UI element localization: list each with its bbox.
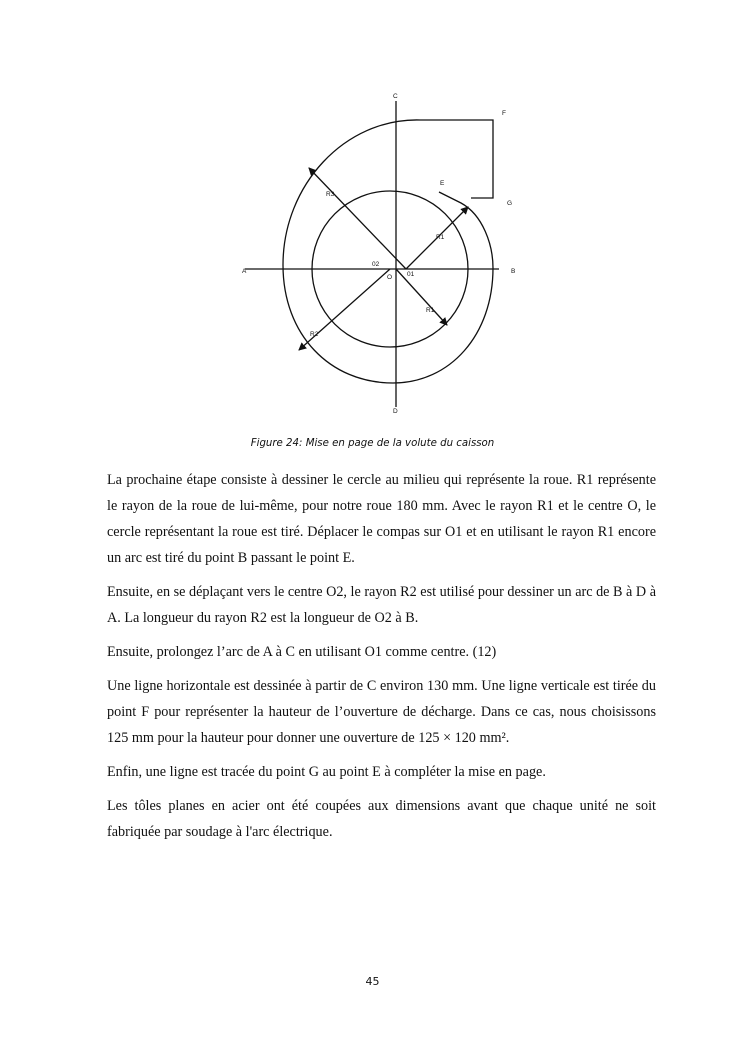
label-e: E: [440, 180, 445, 187]
r1-bottom-line: [396, 269, 447, 325]
label-o: O: [387, 274, 393, 281]
label-d: D: [393, 408, 398, 415]
figure-caption: Figure 24: Mise en page de la volute du caisson: [250, 438, 495, 449]
r3-line: [309, 168, 406, 269]
page-number: 45: [365, 975, 380, 988]
label-r1-bottom: R1: [426, 307, 435, 314]
paragraph: La prochaine étape consiste à dessiner le cercle au milieu qui représente la roue. R1 représente le rayon de la roue de lui-même, pour notre roue 180 mm. Avec le rayon R1 et le centre O, le cercle représentant la roue est tiré. Déplacer le compas sur O1 et en utilisant le rayon R1 encore un arc est tiré du point B passant le point E.: [107, 472, 656, 566]
volute-diagram: [225, 85, 525, 415]
label-r2: R2: [310, 331, 319, 338]
paragraph: Ensuite, prolongez l’arc de A à C en utilisant O1 comme centre. (12): [107, 644, 497, 660]
inner-arc-b-e: [439, 192, 493, 268]
paragraph: Enfin, une ligne est tracée du point G au point E à compléter la mise en page.: [107, 764, 546, 780]
label-o1: 01: [407, 271, 415, 278]
label-o2: 02: [372, 261, 380, 268]
label-r1-top: R1: [436, 234, 445, 241]
body-text: [107, 467, 656, 853]
label-c: C: [393, 93, 398, 100]
label-a: A: [242, 268, 247, 275]
paragraph: Une ligne horizontale est dessinée à partir de C environ 130 mm. Une ligne verticale est tirée du point F pour représenter la hauteur de l’ouverture de décharge. Dans ce cas, nous choisissons 125 mm pour la hauteur pour donner une ouverture de 125 × 120 mm².: [107, 678, 656, 746]
label-b: B: [511, 268, 516, 275]
label-f: F: [502, 110, 506, 117]
label-r3: R3: [326, 191, 335, 198]
label-g: G: [507, 200, 513, 207]
paragraph: Les tôles planes en acier ont été coupées aux dimensions avant que chaque unité ne soit fabriquée par soudage à l'arc électrique.: [107, 798, 656, 840]
paragraph: Ensuite, en se déplaçant vers le centre O2, le rayon R2 est utilisé pour dessiner un arc de B à D à A. La longueur du rayon R2 est la longueur de O2 à B.: [107, 584, 656, 626]
